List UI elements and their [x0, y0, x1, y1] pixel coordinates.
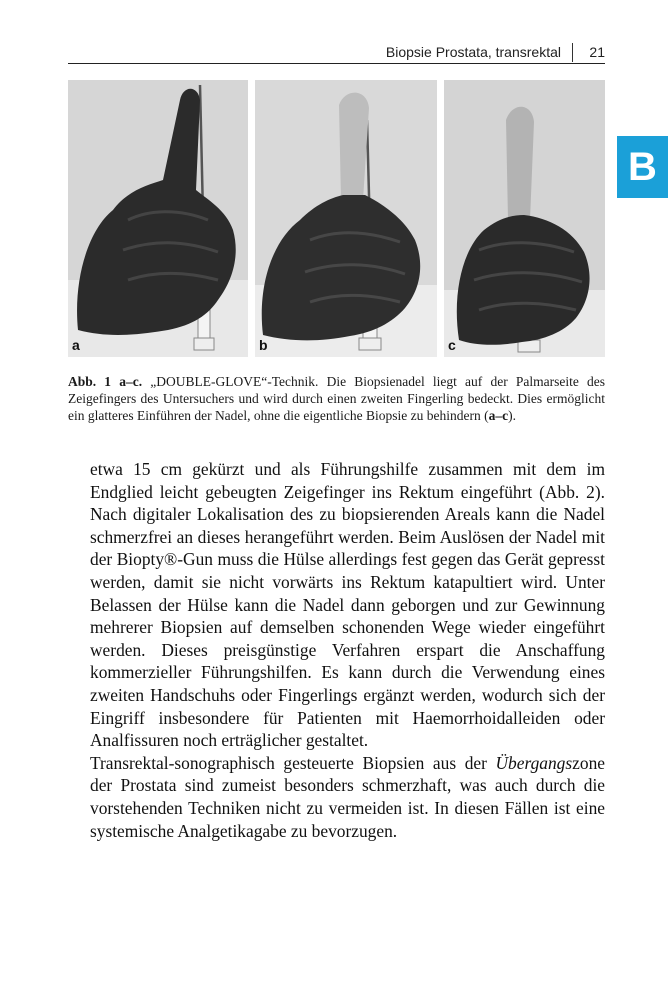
- running-head: [68, 43, 605, 64]
- body-paragraph-2: [90, 752, 605, 842]
- header-separator: [572, 43, 573, 62]
- figure-caption: [68, 373, 605, 424]
- body-text: [90, 458, 605, 842]
- gloved-hand-image-c: [444, 80, 605, 357]
- gloved-hand-image-a: [68, 80, 248, 357]
- panel-label-c: c: [448, 337, 456, 353]
- caption-label: Abb. 1 a–c.: [68, 374, 143, 389]
- paragraph-2-italic: Übergangs: [495, 752, 573, 773]
- caption-end: ).: [508, 408, 516, 423]
- panel-label-b: b: [259, 337, 268, 353]
- running-title: Biopsie Prostata, transrektal: [385, 44, 561, 60]
- body-paragraph-1: etwa 15 cm gekürzt und als Führungshilfe zusammen mit dem im Endglied leicht gebeugten Zeigefinger ins Rektum eingeführt (Abb. 2). Nach digitaler Lokalisation des zu biopsierenden Areals kann die Nadel schmerzfrei an dieses herangeführt werden. Beim Auslösen der Nadel mit der Biopty®-Gun muss die Hülse allerdings fest gegen das Gerät gepresst werden, damit sie nicht vorwärts ins Rektum katapultiert wird. Unter Belassen der Hülse kann die Nadel dann geborgen und zur Gewinnung mehrerer Biopsien auf demselben schonenden Wege wieder eingeführt werden. Dieses preisgünstige Verfahren erspart die Anschaffung kommerzieller Führungshilfen. Es kann durch die Verwendung eines zweiten Handschuhs oder Fingerlings ergänzt werden, wodurch sich der Eingriff insbesondere für Patienten mit Haemorrhoidalleiden oder Analfissuren noch erträglicher gestaltet.: [90, 459, 605, 751]
- photo-panel-a: [68, 80, 248, 357]
- gloved-hand-image-b: [255, 80, 437, 357]
- paragraph-2-start: Transrektal-sonographisch gesteuerte Biopsien aus der: [90, 752, 496, 773]
- caption-text: „DOUBLE-GLOVE“-Technik. Die Biopsienadel liegt auf der Palmarseite des Zeigefingers des Untersuchers und wird durch einen zweiten Fingerling bedeckt. Dies ermöglicht ein glatteres Einführen der Nadel, ohne die eigentliche Biopsie zu behindern (: [68, 374, 606, 423]
- section-thumb-tab: B: [617, 136, 668, 198]
- panel-label-a: a: [72, 337, 80, 353]
- photo-panel-b: [255, 80, 437, 357]
- caption-ref: a–c: [488, 408, 509, 423]
- page-number: 21: [589, 44, 605, 60]
- photo-panel-c: [444, 80, 605, 357]
- paragraph-2-end: zone der Prostata sind zumeist besonders schmerzhaft, was auch durch die vorstehenden Techniken nicht zu vermeiden ist. In diesen Fällen ist eine systemische Analgetikagabe zu bevorzugen.: [90, 752, 605, 841]
